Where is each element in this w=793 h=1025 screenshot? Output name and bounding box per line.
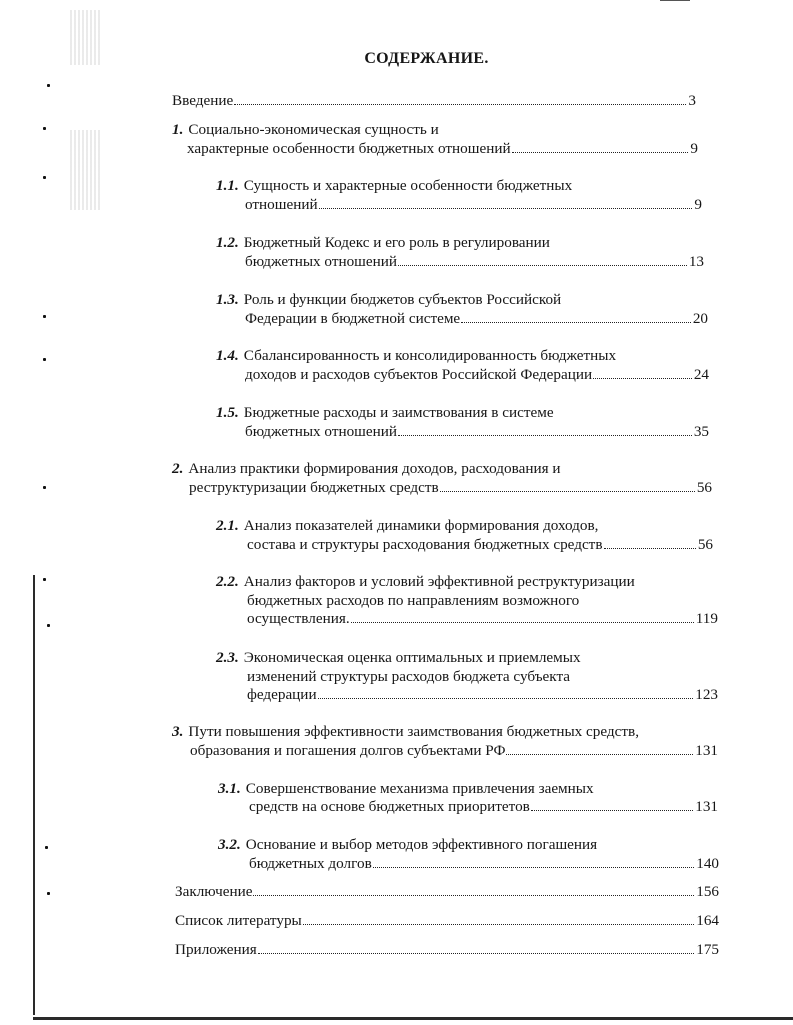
dot-leader	[593, 378, 692, 379]
section-number: 2.2.	[216, 573, 239, 590]
toc-entry-label: Сбалансированность и консолидированность бюджетных	[243, 347, 617, 364]
section-number: 3.1.	[218, 780, 241, 797]
toc-entry-1-3-cont	[245, 309, 708, 328]
toc-entry-2-cont	[189, 478, 712, 497]
dot-leader	[440, 491, 695, 492]
scan-edge-bottom	[33, 1017, 793, 1020]
toc-page-number: 175	[696, 941, 719, 958]
toc-entry-3-cont	[190, 741, 718, 760]
toc-page-number: 24	[693, 366, 709, 383]
toc-entry-label: Бюджетные расходы и заимствования в системе	[243, 404, 554, 421]
toc-page-number: 131	[695, 742, 718, 759]
toc-entry-label: Сущность и характерные особенности бюджетных	[243, 177, 573, 194]
toc-entry-1-2-cont	[245, 252, 704, 271]
dot-leader	[506, 754, 693, 755]
toc-page-number: 164	[696, 912, 719, 929]
dot-leader	[398, 435, 692, 436]
toc-page-number: 140	[696, 855, 719, 872]
toc-entry-label: Введение	[172, 92, 234, 109]
toc-entry-1-1-cont	[245, 195, 702, 214]
toc-entry-label: реструктуризации бюджетных средств	[189, 479, 439, 496]
toc-entry-3-1	[218, 779, 594, 798]
toc-entry-conclusion	[175, 882, 719, 901]
toc-page-number: 123	[695, 686, 718, 703]
toc-entry-label: средств на основе бюджетных приоритетов	[249, 798, 530, 815]
toc-entry-label: Заключение	[175, 883, 253, 900]
toc-entry-label: Экономическая оценка оптимальных и приемлемых	[243, 649, 581, 666]
section-number: 2.	[172, 460, 184, 477]
toc-entry-2-1-cont	[247, 535, 713, 554]
toc-entry-2-3-cont2	[247, 685, 718, 704]
toc-entry-1-5	[216, 403, 554, 422]
toc-entry-2-2-cont	[247, 591, 579, 610]
toc-page-number: 131	[695, 798, 718, 815]
dot-leader	[258, 953, 694, 954]
toc-entry-label: Совершенствование механизма привлечения заемных	[245, 780, 594, 797]
toc-entry-1-4	[216, 346, 616, 365]
toc-entry-label: Анализ показателей динамики формирования доходов,	[243, 517, 599, 534]
section-number: 2.3.	[216, 649, 239, 666]
toc-entry-label: Приложения	[175, 941, 257, 958]
scan-speck	[45, 846, 48, 849]
toc-entry-label: Федерации в бюджетной системе	[245, 310, 461, 327]
toc-title: СОДЕРЖАНИЕ.	[364, 50, 489, 67]
dot-leader	[461, 322, 691, 323]
toc-page-number: 9	[694, 196, 702, 213]
toc-entry-label: образования и погашения долгов субъектами РФ	[190, 742, 506, 759]
scan-speck	[47, 84, 50, 87]
scan-speck	[43, 127, 46, 130]
toc-entry-3-2-cont	[249, 854, 719, 873]
toc-entry-1-2	[216, 233, 550, 252]
dot-leader	[318, 698, 694, 699]
scan-speck	[43, 315, 46, 318]
toc-entry-label: доходов и расходов субъектов Российской Федерации	[245, 366, 593, 383]
scan-edge-left	[33, 575, 35, 1015]
toc-entry-label: Список литературы	[175, 912, 302, 929]
toc-entry-label: Анализ практики формирования доходов, расходования и	[188, 460, 561, 477]
toc-entry-label: Роль и функции бюджетов субъектов Российской	[243, 291, 562, 308]
toc-entry-intro	[172, 91, 696, 110]
section-number: 1.2.	[216, 234, 239, 251]
dot-leader	[319, 208, 693, 209]
toc-entry-label: Основание и выбор методов эффективного погашения	[245, 836, 598, 853]
toc-entry-label: изменений структуры расходов бюджета субъекта	[247, 668, 571, 685]
toc-entry-2-1	[216, 516, 598, 535]
toc-page-number: 3	[688, 92, 696, 109]
toc-entry-label: характерные особенности бюджетных отношений	[187, 140, 511, 157]
toc-entry-1-1	[216, 176, 572, 195]
toc-entry-2-3-cont	[247, 667, 570, 686]
toc-entry-references	[175, 911, 719, 930]
scan-speck	[47, 624, 50, 627]
toc-page-number: 35	[693, 423, 709, 440]
toc-entry-3-2	[218, 835, 597, 854]
section-number: 2.1.	[216, 517, 239, 534]
toc-entry-1-4-cont	[245, 365, 709, 384]
dot-leader	[531, 810, 693, 811]
toc-entry-1-cont	[187, 139, 698, 158]
toc-page-number: 9	[690, 140, 698, 157]
toc-entry-2	[172, 459, 561, 478]
toc-entry-2-2-cont2	[247, 609, 718, 628]
dot-leader	[604, 548, 696, 549]
toc-entry-2-2	[216, 572, 635, 591]
dot-leader	[351, 622, 694, 623]
dot-leader	[253, 895, 694, 896]
scan-speck	[43, 486, 46, 489]
section-number: 3.	[172, 723, 184, 740]
toc-page-number: 56	[696, 479, 712, 496]
toc-page-number: 13	[688, 253, 704, 270]
toc-entry-label: Анализ факторов и условий эффективной реструктуризации	[243, 573, 635, 590]
toc-page-number: 56	[697, 536, 713, 553]
dot-leader	[512, 152, 689, 153]
dot-leader	[234, 104, 686, 105]
section-number: 1.	[172, 121, 184, 138]
toc-entry-3	[172, 722, 639, 741]
scan-smudge	[70, 130, 100, 210]
toc-entry-1-5-cont	[245, 422, 709, 441]
toc-entry-label: бюджетных отношений	[245, 253, 397, 270]
toc-entry-2-3	[216, 648, 581, 667]
toc-entry-label: бюджетных расходов по направлениям возможного	[247, 592, 580, 609]
toc-entry-label: Пути повышения эффективности заимствования бюджетных средств,	[188, 723, 640, 740]
section-number: 1.5.	[216, 404, 239, 421]
toc-entry-label: отношений	[245, 196, 318, 213]
section-number: 3.2.	[218, 836, 241, 853]
toc-entry-1	[172, 120, 439, 139]
toc-entry-label: бюджетных отношений	[245, 423, 397, 440]
section-number: 1.3.	[216, 291, 239, 308]
scan-speck	[43, 176, 46, 179]
toc-page-number: 156	[696, 883, 719, 900]
toc-entry-1-3	[216, 290, 561, 309]
toc-page-number: 119	[695, 610, 718, 627]
toc-entry-label: Социально-экономическая сущность и	[188, 121, 439, 138]
dot-leader	[398, 265, 687, 266]
toc-entry-label: осуществления.	[247, 610, 350, 627]
toc-entry-3-1-cont	[249, 797, 718, 816]
scan-speck	[43, 358, 46, 361]
section-number: 1.4.	[216, 347, 239, 364]
section-number: 1.1.	[216, 177, 239, 194]
toc-page-number: 20	[692, 310, 708, 327]
toc-entry-label: состава и структуры расходования бюджетных средств	[247, 536, 603, 553]
dot-leader	[303, 924, 694, 925]
toc-entry-label: Бюджетный Кодекс и его роль в регулировании	[243, 234, 550, 251]
scan-artifact	[660, 0, 690, 1]
toc-entry-label: бюджетных долгов	[249, 855, 372, 872]
scan-speck	[43, 578, 46, 581]
dot-leader	[373, 867, 694, 868]
toc-entry-appendix	[175, 940, 719, 959]
scan-speck	[47, 892, 50, 895]
toc-entry-label: федерации	[247, 686, 317, 703]
